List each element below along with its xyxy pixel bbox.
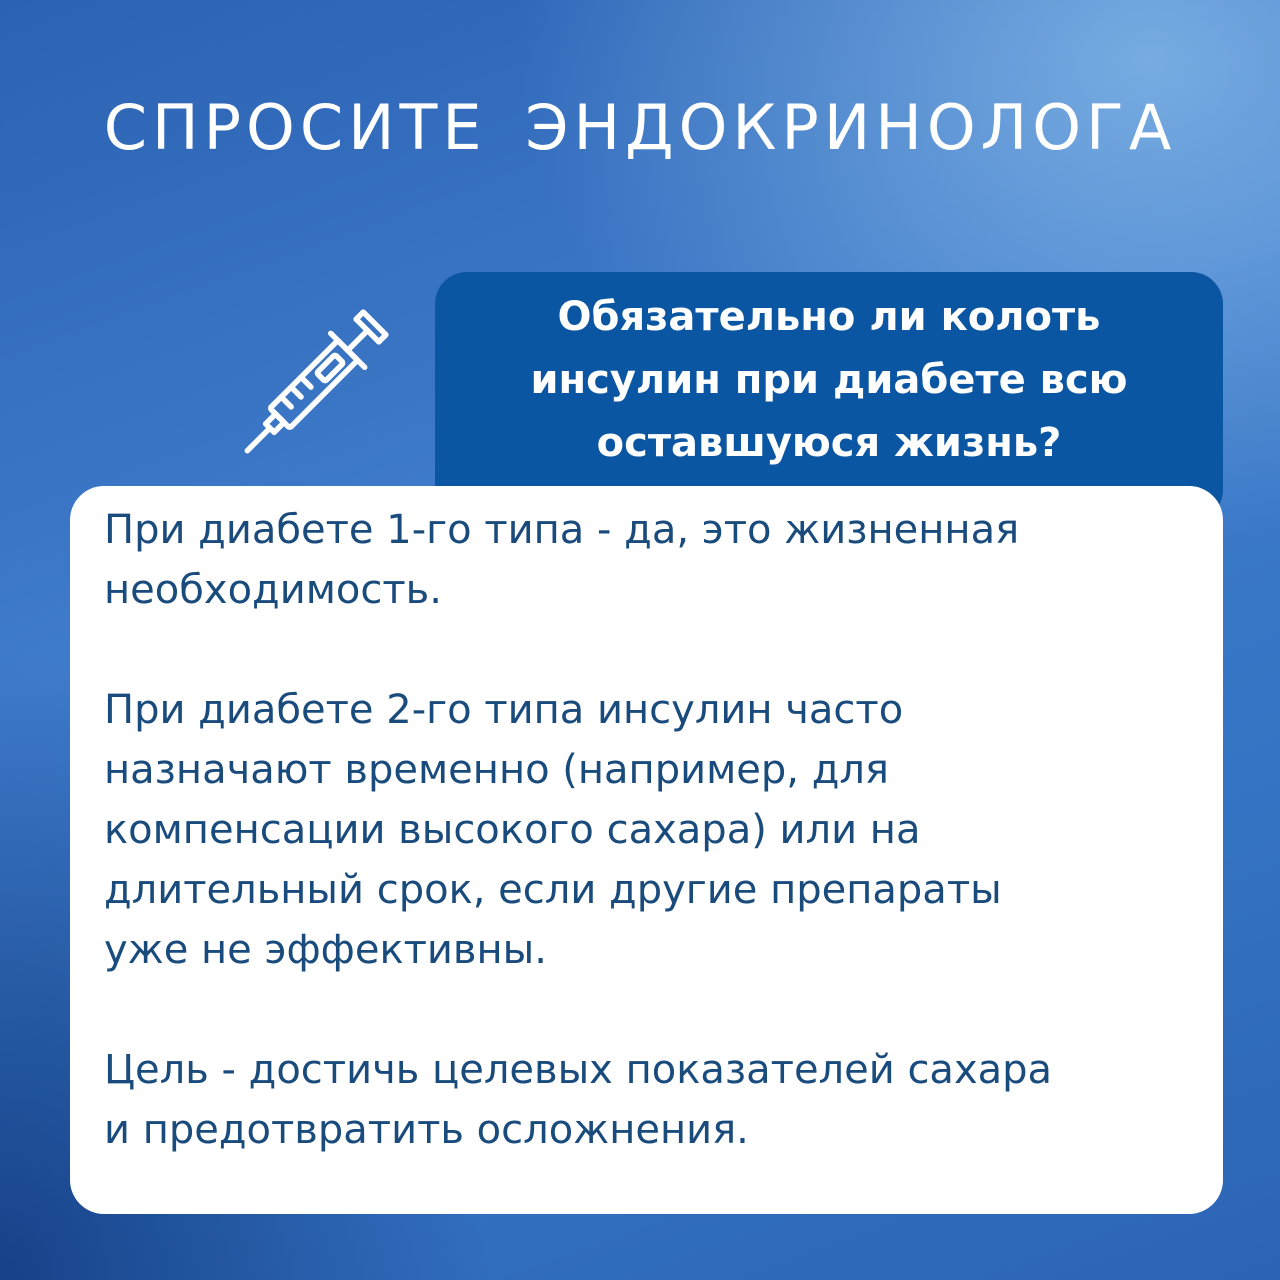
page-title: СПРОСИТЕ ЭНДОКРИНОЛОГА (103, 91, 1177, 164)
syringe-icon (228, 290, 408, 470)
answer-card (70, 486, 1223, 1214)
answer-paragraph-type1: При диабете 1-го типа - да, это жизненная необходимость. (104, 507, 1020, 613)
question-text: Обязательно ли колоть инсулин при диабете всю оставшуюся жизнь? (530, 294, 1128, 466)
answer-paragraph-goal: Цель - достичь целевых показателей сахара и предотвратить осложнения. (104, 1047, 1053, 1153)
question-box (435, 272, 1223, 522)
answer-paragraph-type2: При диабете 2-го типа инсулин часто назначают временно (например, для компенсации высокого сахара) или на длительный срок, если другие препараты уже не эффективны. (104, 687, 1002, 973)
